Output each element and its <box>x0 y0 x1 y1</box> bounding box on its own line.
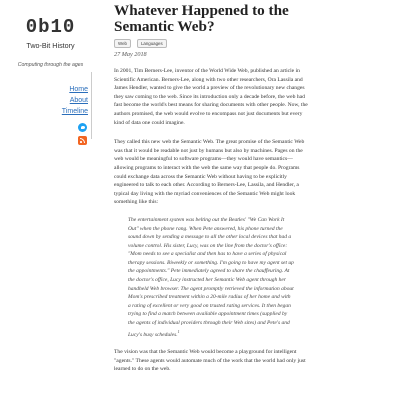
nav-link-timeline[interactable]: Timeline <box>61 108 88 116</box>
post-paragraph: They called this new web the Semantic Web. The great promise of the Semantic Web was that it would be readable not just by humans but also by machines. Pages on the web would be meaningful to software programs—they would have semantics—allowing programs to interact with the web the same way that people do. Programs could exchange data across the Semantic Web without having to be explicitly engineered to talk to each other. According to Berners-Lee, Lassila, and Hendler, a typical day living with the myriad conveniences of the Semantic Web might look something like this: <box>114 139 305 206</box>
tag-languages[interactable]: Languages <box>137 39 167 48</box>
post-paragraph: In 2001, Tim Berners-Lee, inventor of the World Wide Web, published an article in Scientific American. Berners-Lee, along with two other researchers, Ora Lassila and James Hendler, wanted to give the world a preview of the revolutionary new changes they saw coming to the web. Since its introduction only a decade before, the web had fast become the world's best means for sharing documents with other people. Now, the authors promised, the web would evolve to encompass not just documents but every kind of data one could imagine. <box>114 68 308 126</box>
tag-web[interactable]: Web <box>114 39 131 48</box>
post-tags <box>114 39 414 47</box>
site-nav <box>52 84 88 117</box>
nav-link-home[interactable]: Home <box>69 86 88 94</box>
footnote-link[interactable]: 1 <box>177 328 180 334</box>
quote-text: The entertainment system was belting out the Beatles' "We Can Work It Out" when the phone rang. When Pete answered, his phone turned the sound down by sending a message to all the other local devices that had a volume control. His sister, Lucy, was on the line from the doctor's office: "Mom needs to see a specialist and then has to have a series of physical therapy sessions. Biweekly or something. I'm going to have my agent set up the appointments." Pete immediately agreed to share the chauffeuring. At the doctor's office, Lucy instructed her Semantic Web agent through her handheld Web browser. The agent promptly retrieved the information about Mom's prescribed treatment within a 20-mile radius of her home and with a rating of excellent or very good on trusted rating services. It then began trying to find a match between available appointment times (supplied by the agents of individual providers through their Web sites) and Pete's and Lucy's busy schedules. <box>128 216 294 338</box>
site-title[interactable]: 0b10 <box>25 16 76 38</box>
sidebar <box>0 0 101 145</box>
sidebar-divider <box>91 72 92 139</box>
site-tagline: Computing through the ages <box>17 62 84 68</box>
site-subtitle: Two-Bit History <box>26 41 75 50</box>
twitter-icon[interactable] <box>78 123 87 132</box>
post-title: Whatever Happened to the Semantic Web? <box>114 2 289 35</box>
post-paragraph: The vision was that the Semantic Web would become a playground for intelligent "agents." These agents would automate much of the work that the world had only just learned to do on the web. <box>114 349 306 373</box>
block-quote <box>128 216 294 339</box>
post-content <box>114 0 414 379</box>
rss-icon[interactable] <box>78 136 87 145</box>
nav-link-about[interactable]: About <box>69 97 88 105</box>
post-date: 27 May 2018 <box>114 51 147 58</box>
